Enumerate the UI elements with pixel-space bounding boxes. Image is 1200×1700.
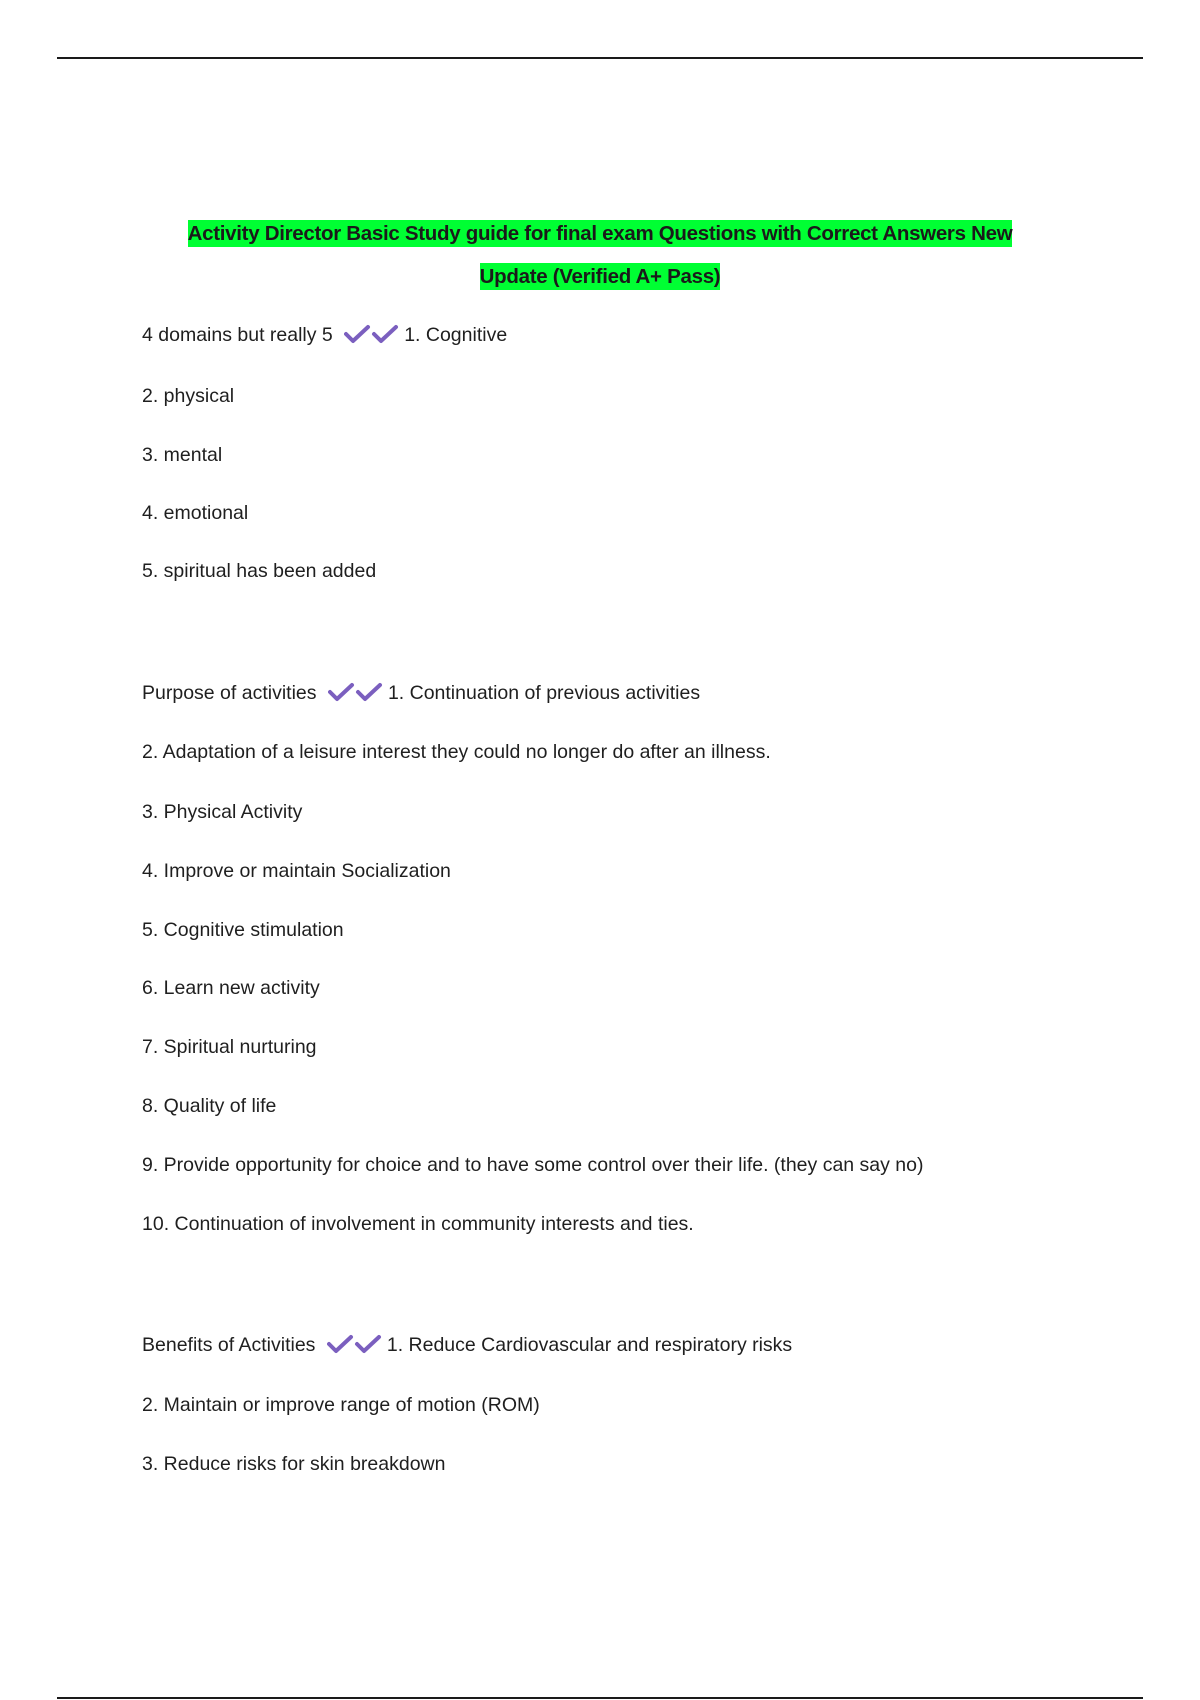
double-check-icon — [344, 323, 400, 345]
answer-item: 4. emotional — [142, 502, 249, 524]
answer-item: 5. spiritual has been added — [142, 560, 377, 582]
header-rule — [57, 57, 1143, 59]
double-check-icon — [328, 681, 384, 703]
answer-text: 1. Continuation of previous activities — [387, 682, 701, 704]
question-line — [142, 1332, 792, 1358]
answer-text: 1. Reduce Cardiovascular and respiratory risks — [386, 1334, 793, 1356]
footer-rule — [57, 1697, 1143, 1699]
question-text: 4 domains but really 5 — [142, 324, 333, 346]
answer-item: 3. Physical Activity — [142, 801, 303, 823]
answer-item: 3. Reduce risks for skin breakdown — [142, 1453, 446, 1475]
question-line — [142, 680, 700, 706]
answer-item: 10. Continuation of involvement in community interests and ties. — [142, 1213, 694, 1235]
title-line-2: Update (Verified A+ Pass) — [479, 265, 721, 288]
answer-item: 2. Adaptation of a leisure interest they could no longer do after an illness. — [142, 741, 771, 763]
answer-item: 5. Cognitive stimulation — [142, 919, 344, 941]
answer-item: 9. Provide opportunity for choice and to have some control over their life. (they can say no) — [142, 1154, 924, 1176]
question-text: Benefits of Activities — [142, 1334, 316, 1356]
answer-item: 2. Maintain or improve range of motion (ROM) — [142, 1394, 540, 1416]
double-check-icon — [327, 1333, 383, 1355]
title-line-1: Activity Director Basic Study guide for final exam Questions with Correct Answers New — [187, 222, 1013, 245]
answer-text: 1. Cognitive — [404, 324, 508, 346]
answer-item: 2. physical — [142, 385, 235, 407]
answer-item: 4. Improve or maintain Socialization — [142, 860, 451, 882]
question-text: Purpose of activities — [142, 682, 317, 704]
document-title — [130, 212, 1070, 298]
question-line — [142, 322, 507, 348]
answer-item: 8. Quality of life — [142, 1095, 277, 1117]
answer-item: 3. mental — [142, 444, 223, 466]
answer-item: 7. Spiritual nurturing — [142, 1036, 317, 1058]
answer-item: 6. Learn new activity — [142, 977, 320, 999]
